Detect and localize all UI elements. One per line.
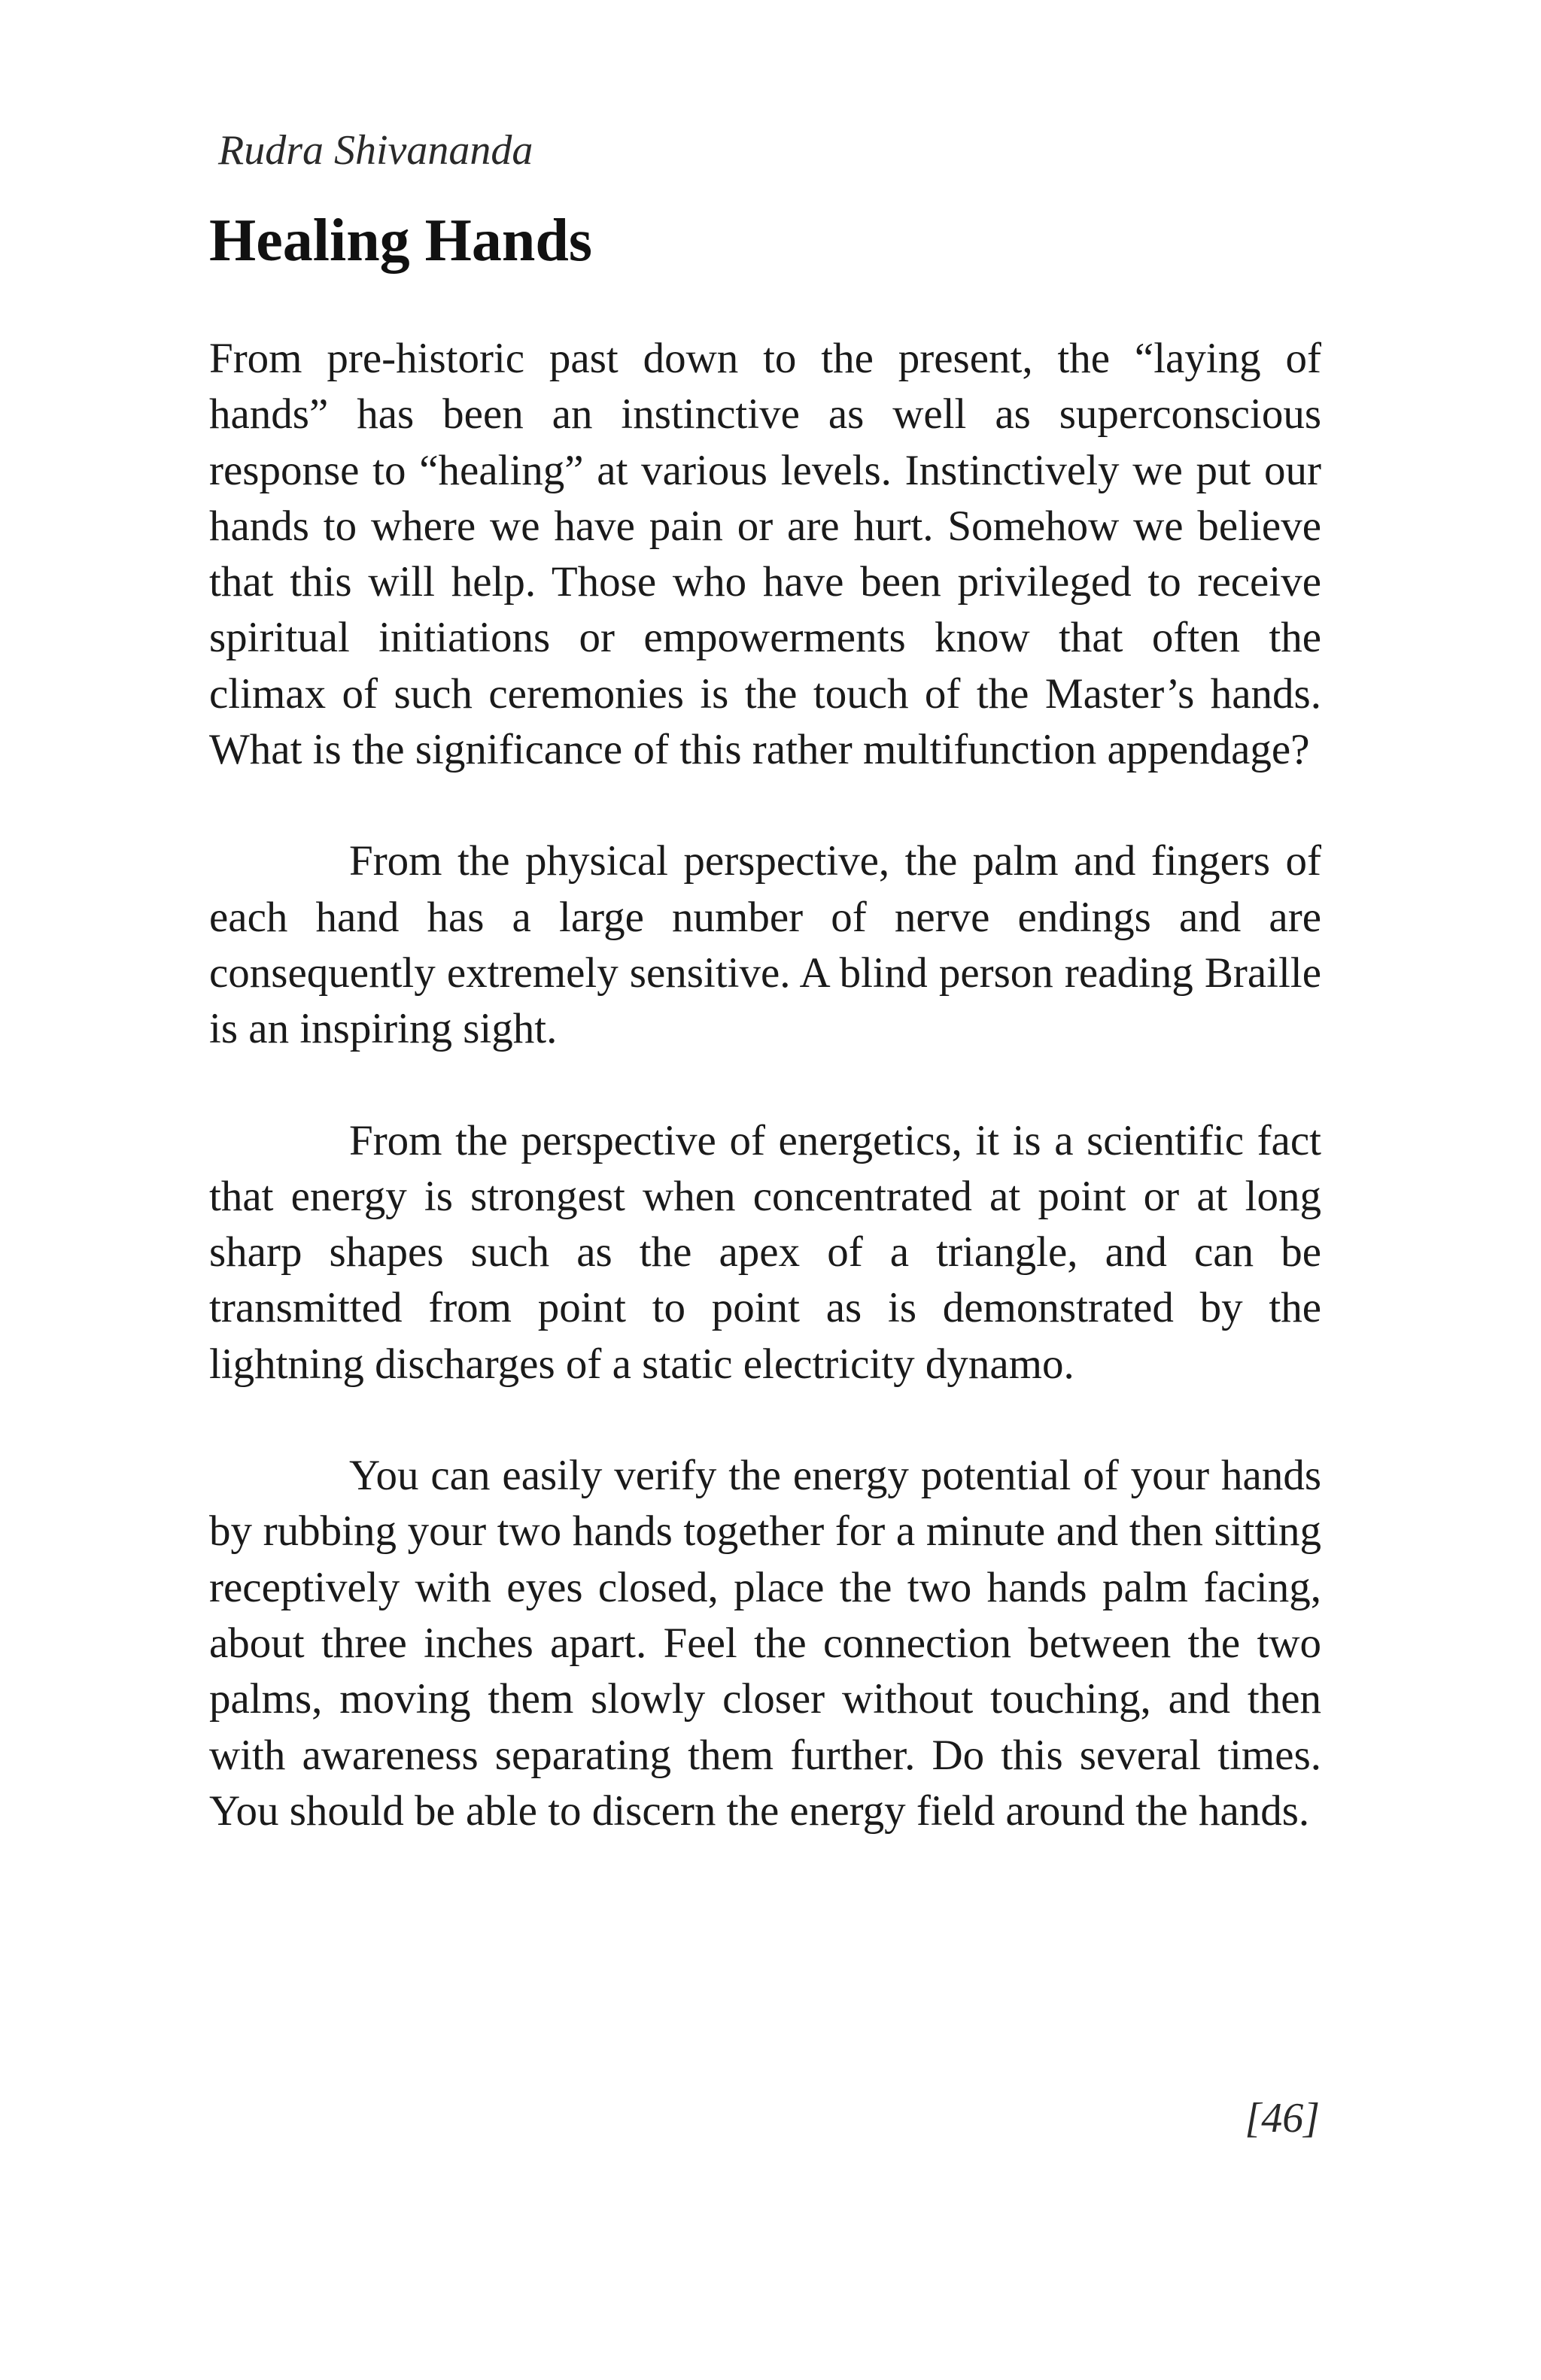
paragraph-4: You can easily verify the energy potential of your hands by rubbing your two hands together for a minute and then sitting receptively with eyes closed, place the two hands palm facing, about three inches apart. Feel the connection between the two palms, moving them slowly closer without touching, and then with awareness separating them further. Do this several times. You should be able to discern the energy field around the hands. [209,1452,1321,1835]
chapter-title: Healing Hands [209,208,593,274]
body-text [209,331,1321,1839]
paragraph-2: From the physical perspective, the palm and fingers of each hand has a large number of nerve endings and are consequently extremely sensitive. A blind person reading Braille is an inspiring sight. [209,837,1321,1053]
page-number: [46] [1245,2095,1320,2142]
running-head-author: Rudra Shivananda [218,127,533,174]
paragraph-3: From the perspective of energetics, it is a scientific fact that energy is strongest when concentrated at point or at long sharp shapes such as the apex of a triangle, and can be transmitted from point to point as is demonstrated by the lightning discharges of a static electricity dynamo. [209,1116,1321,1388]
paragraph-1: From pre-historic past down to the present, the “laying of hands” has been an instinctive as well as superconscious response to “healing” at various levels. Instinctively we put our hands to where we have pain or are hurt. Somehow we believe that this will help. Those who have been privileged to receive spiritual initiations or empowerments know that often the climax of such ceremonies is the touch of the Master’s hands. What is the significance of this rather multifunction appendage? [209,335,1321,774]
